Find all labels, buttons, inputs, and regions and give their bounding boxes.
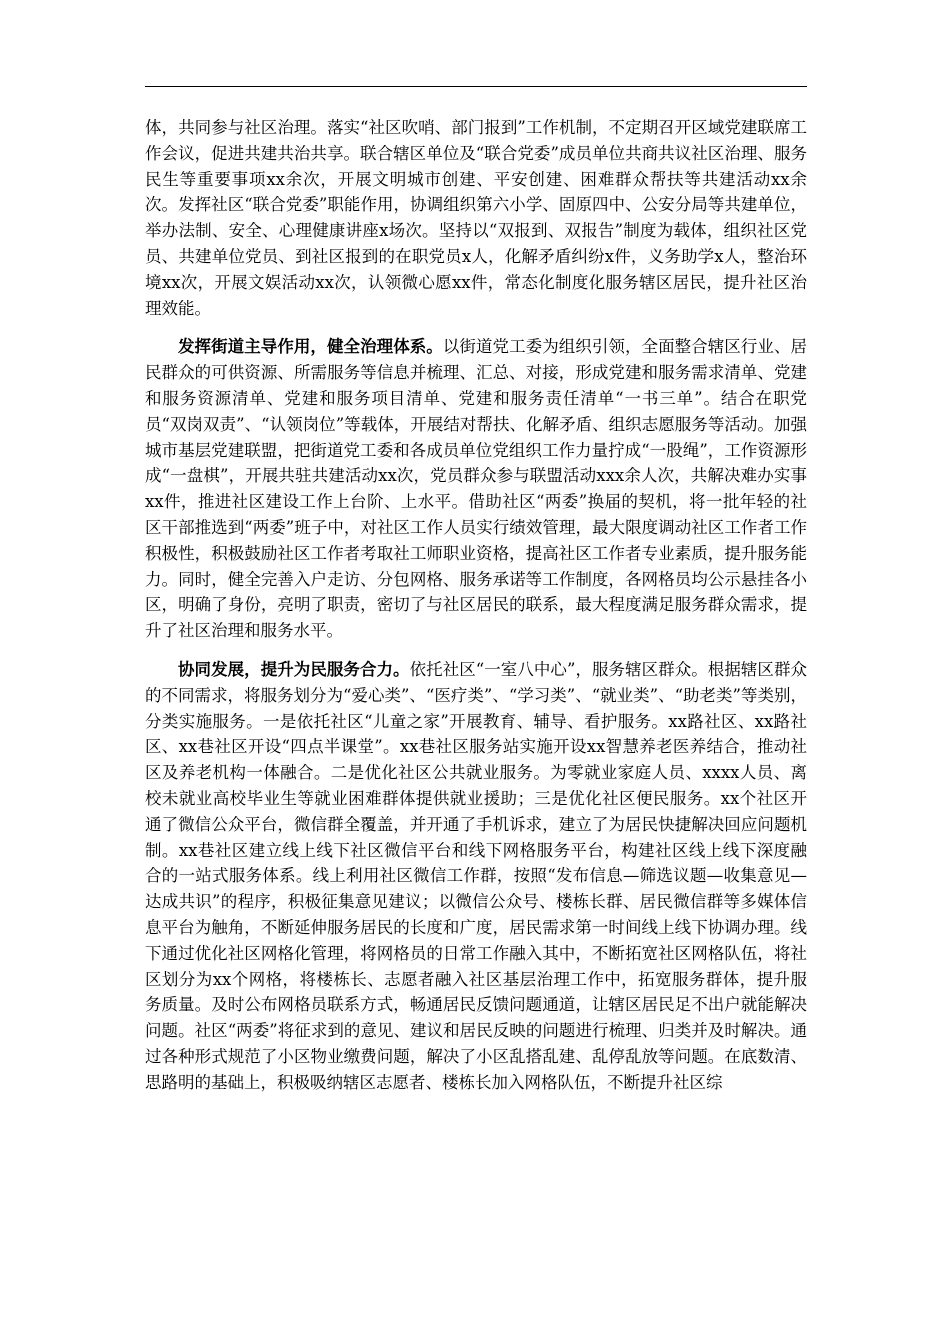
paragraph-2	[145, 334, 807, 644]
paragraph-3-text: 依托社区“一室八中心”，服务辖区群众。根据辖区群众的不同需求，将服务划分为“爱心类”、“医疗类”、“学习类”、“就业类”、“助老类”等类别，分类实施服务。一是依托社区“儿童之家”开展教育、辅导、看护服务。xx路社区、xx路社区、xx巷社区开设“四点半课堂”。xx巷社区服务站实施开设xx智慧养老医养结合，推动社区及养老机构一体融合。二是优化社区公共就业服务。为零就业家庭人员、xxxx人员、离校未就业高校毕业生等就业困难群体提供就业援助；三是优化社区便民服务。xx个社区开通了微信公众平台，微信群全覆盖，并开通了手机诉求，建立了为居民快捷解决回应问题机制。xx巷社区建立线上线下社区微信平台和线下网格服务平台，构建社区线上线下深度融合的一站式服务体系。线上利用社区微信工作群，按照“发布信息—筛选议题—收集意见—达成共识”的程序，积极征集意见建议；以微信公众号、楼栋长群、居民微信群等多媒体信息平台为触角，不断延伸服务居民的长度和广度，居民需求第一时间线上线下协调办理。线下通过优化社区网格化管理，将网格员的日常工作融入其中，不断拓宽社区网格队伍，将社区划分为xx个网格，将楼栋长、志愿者融入社区基层治理工作中，拓宽服务群体，提升服务质量。及时公布网格员联系方式，畅通居民反馈问题通道，让辖区居民足不出户就能解决问题。社区“两委”将征求到的意见、建议和居民反映的问题进行梳理、归类并及时解决。通过各种形式规范了小区物业缴费问题，解决了小区乱搭乱建、乱停乱放等问题。在底数清、思路明的基础上，积极吸纳辖区志愿者、楼栋长加入网格队伍，不断提升社区综	[145, 659, 808, 1092]
paragraph-2-heading: 发挥街道主导作用，健全治理体系。	[178, 337, 443, 357]
paragraph-2-text: 以街道党工委为组织引领，全面整合辖区行业、居民群众的可供资源、所需服务等信息并梳理、汇总、对接，形成党建和服务需求清单、党建和服务资源清单、党建和服务项目清单、党建和服务责任清单“一书三单”。结合在职党员“双岗双责”、“认领岗位”等载体，开展结对帮扶、化解矛盾、组织志愿服务等活动。加强城市基层党建联盟，把街道党工委和各成员单位党组织工作力量拧成“一股绳”，工作资源形成“一盘棋”，开展共驻共建活动xx次，党员群众参与联盟活动xxx余人次，共解决难办实事xx件，推进社区建设工作上台阶、上水平。借助社区“两委”换届的契机，将一批年轻的社区干部推选到“两委”班子中，对社区工作人员实行绩效管理，最大限度调动社区工作者工作积极性，积极鼓励社区工作者考取社工师职业资格，提高社区工作者专业素质，提升服务能力。同时，健全完善入户走访、分包网格、服务承诺等工作制度，各网格员均公示悬挂各小区，明确了身份，亮明了职责，密切了与社区居民的联系，最大程度满足服务群众需求，提升了社区治理和服务水平。	[145, 337, 808, 641]
paragraph-1-text: 体，共同参与社区治理。落实“社区吹哨、部门报到”工作机制，不定期召开区域党建联席工作会议，促进共建共治共享。联合辖区单位及“联合党委”成员单位共商共议社区治理、服务民生等重要事项xx余次，开展文明城市创建、平安创建、困难群众帮扶等共建活动xx余次。发挥社区“联合党委”职能作用，协调组织第六小学、固原四中、公安分局等共建单位，举办法制、安全、心理健康讲座x场次。坚持以“双报到、双报告”制度为载体，组织社区党员、共建单位党员、到社区报到的在职党员x人，化解矛盾纠纷x件，义务助学x人，整治环境xx次，开展文娱活动xx次，认领微心愿xx件，常态化制度化服务辖区居民，提升社区治理效能。	[145, 118, 807, 318]
paragraph-1	[145, 115, 807, 321]
header-rule	[145, 86, 807, 87]
paragraph-3	[145, 657, 807, 1096]
paragraph-3-heading: 协同发展，提升为民服务合力。	[178, 659, 410, 679]
document-body	[145, 115, 807, 1095]
